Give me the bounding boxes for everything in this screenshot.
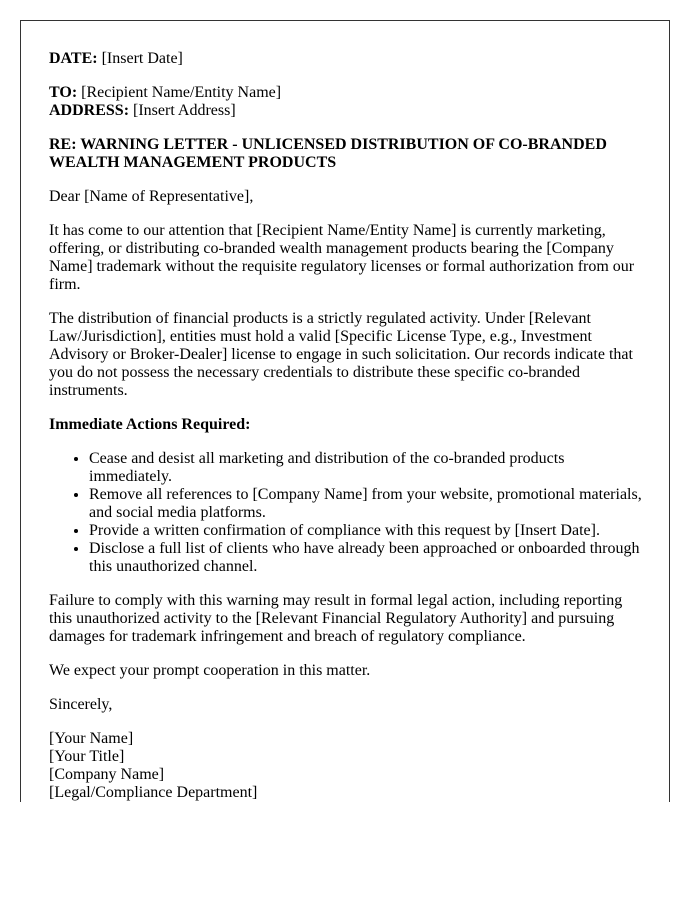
signature-block (49, 730, 649, 802)
subject-line (49, 136, 649, 172)
warning-letter (20, 20, 670, 802)
date-line (49, 50, 649, 68)
signoff: Sincerely, (49, 696, 113, 713)
salutation: Dear [Name of Representative], (49, 188, 254, 205)
address-label: ADDRESS: (49, 102, 130, 119)
closing-paragraph: We expect your prompt cooperation in this matter. (49, 662, 371, 679)
signature-company: [Company Name] (49, 766, 165, 783)
address-value: [Insert Address] (133, 102, 236, 119)
subject-text: RE: WARNING LETTER - UNLICENSED DISTRIBUTION OF CO-BRANDED WEALTH MANAGEMENT PRODUCTS (49, 136, 607, 171)
signature-name: [Your Name] (49, 730, 134, 747)
action-item: • Provide a written confirmation of compliance with this request by [Insert Date]. (89, 522, 649, 540)
action-item: • Disclose a full list of clients who have already been approached or onboarded through this unauthorized channel. (89, 540, 649, 576)
body-paragraph: It has come to our attention that [Recipient Name/Entity Name] is currently marketing, offering, or distributing co-branded wealth management products bearing the [Company Name] trademark without the requisite regulatory licenses or formal authorization from our firm. (49, 222, 635, 293)
body-paragraph: The distribution of financial products is a strictly regulated activity. Under [Relevant Law/Jurisdiction], entities must hold a valid [Specific License Type, e.g., Investment Advisory or Broker-Dealer] license to engage in such solicitation. Our records indicate that you do not possess the necessary credentials to distribute these specific co-branded instruments. (49, 310, 633, 399)
date-label: DATE: (49, 50, 98, 67)
action-item: • Cease and desist all marketing and distribution of the co-branded products immediately. (89, 450, 649, 486)
actions-heading (49, 416, 649, 434)
recipient-block (49, 84, 649, 120)
signature-title: [Your Title] (49, 748, 125, 765)
to-value: [Recipient Name/Entity Name] (81, 84, 282, 101)
to-label: TO: (49, 84, 78, 101)
actions-heading-text: Immediate Actions Required: (49, 416, 251, 433)
actions-list (49, 450, 649, 576)
signature-department: [Legal/Compliance Department] (49, 784, 258, 801)
date-value: [Insert Date] (101, 50, 183, 67)
action-item: • Remove all references to [Company Name] from your website, promotional materials, and social media platforms. (89, 486, 649, 522)
closing-paragraph: Failure to comply with this warning may result in formal legal action, including reporting this unauthorized activity to the [Relevant Financial Regulatory Authority] and pursuing damages for trademark infringement and breach of regulatory compliance. (49, 592, 623, 645)
